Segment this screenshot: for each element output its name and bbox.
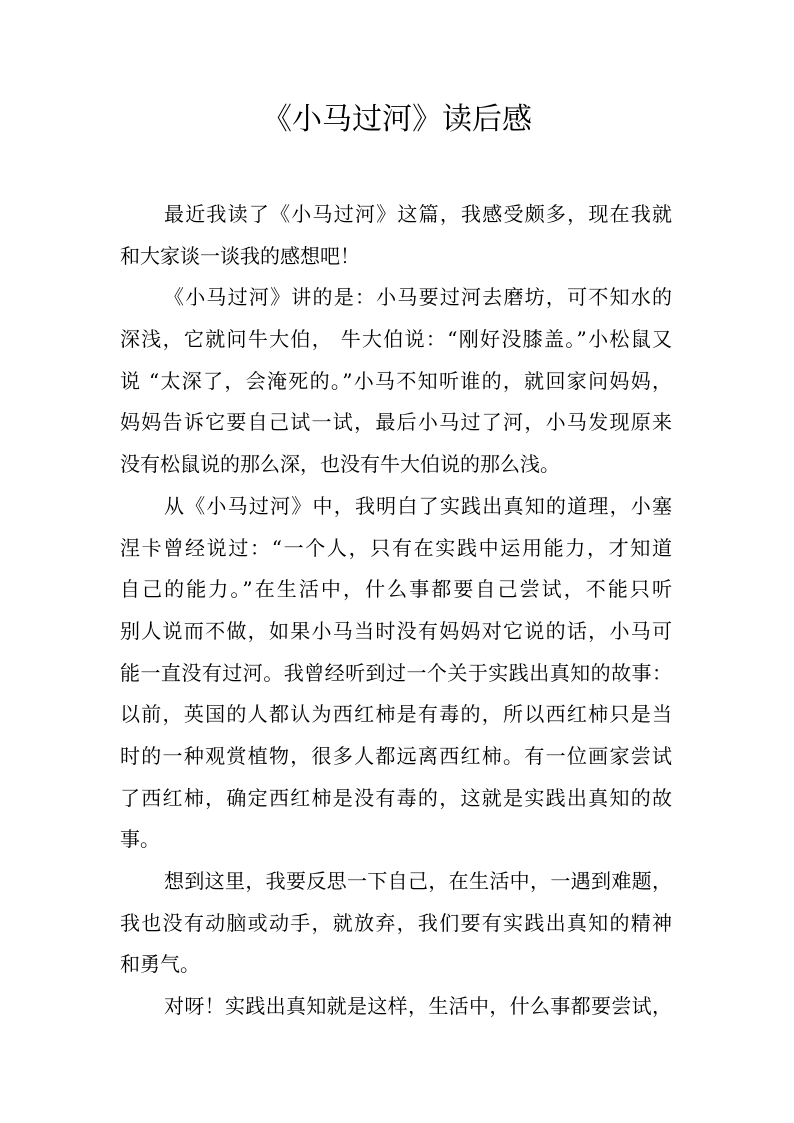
paragraph-line: 对呀！实践出真知就是这样，生活中，什么事都要尝试， — [164, 994, 672, 1019]
paragraph-line: 和大家谈一谈我的感想吧！ — [120, 243, 360, 268]
paragraph — [120, 194, 672, 277]
paragraph-line: 涅卡曾经说过：“一个人，只有在实践中运用能力，才知道 — [120, 535, 672, 560]
paragraph-line: 我也没有动脑或动手，就放弃，我们要有实践出真知的精神 — [120, 910, 672, 935]
paragraph — [120, 986, 672, 1028]
paragraph-line: 事。 — [120, 827, 160, 852]
paragraph-line: 想到这里，我要反思一下自己，在生活中，一遇到难题， — [164, 869, 672, 893]
paragraph-line: 和勇气。 — [120, 952, 200, 977]
paragraph-line: 从《小马过河》中，我明白了实践出真知的道理，小塞 — [164, 493, 672, 518]
paragraph-line: 别人说而不做，如果小马当时没有妈妈对它说的话，小马可 — [120, 618, 672, 643]
paragraph — [120, 861, 672, 986]
paragraph-line: 以前，英国的人都认为西红柿是有毒的，所以西红柿只是当 — [120, 702, 672, 727]
paragraph-line: 深浅，它就问牛大伯， 牛大伯说：“刚好没膝盖。”小松鼠又 — [120, 327, 672, 352]
paragraph — [120, 486, 672, 861]
paragraph-line: 时的一种观赏植物，很多人都远离西红柿。有一位画家尝试 — [120, 743, 672, 768]
paragraph-line: 《小马过河》讲的是：小马要过河去磨坊，可不知水的 — [164, 285, 672, 310]
paragraph-line: 能一直没有过河。我曾经听到过一个关于实践出真知的故事： — [120, 660, 672, 685]
paragraph-line: 自己的能力。”在生活中，什么事都要自己尝试，不能只听 — [120, 577, 672, 602]
paragraph-line: 没有松鼠说的那么深，也没有牛大伯说的那么浅。 — [120, 452, 560, 477]
paragraph — [120, 277, 672, 485]
essay-body — [120, 194, 672, 1028]
paragraph-line: 最近我读了《小马过河》这篇，我感受颇多，现在我就 — [164, 202, 672, 226]
paragraph-line: 说 “太深了，会淹死的。”小马不知听谁的，就回家问妈妈， — [120, 368, 672, 393]
paragraph-line: 妈妈告诉它要自己试一试，最后小马过了河，小马发现原来 — [120, 410, 672, 435]
paragraph-line: 了西红柿，确定西红柿是没有毒的，这就是实践出真知的故 — [120, 785, 672, 810]
document-title: 《小马过河》读后感 — [262, 102, 532, 137]
